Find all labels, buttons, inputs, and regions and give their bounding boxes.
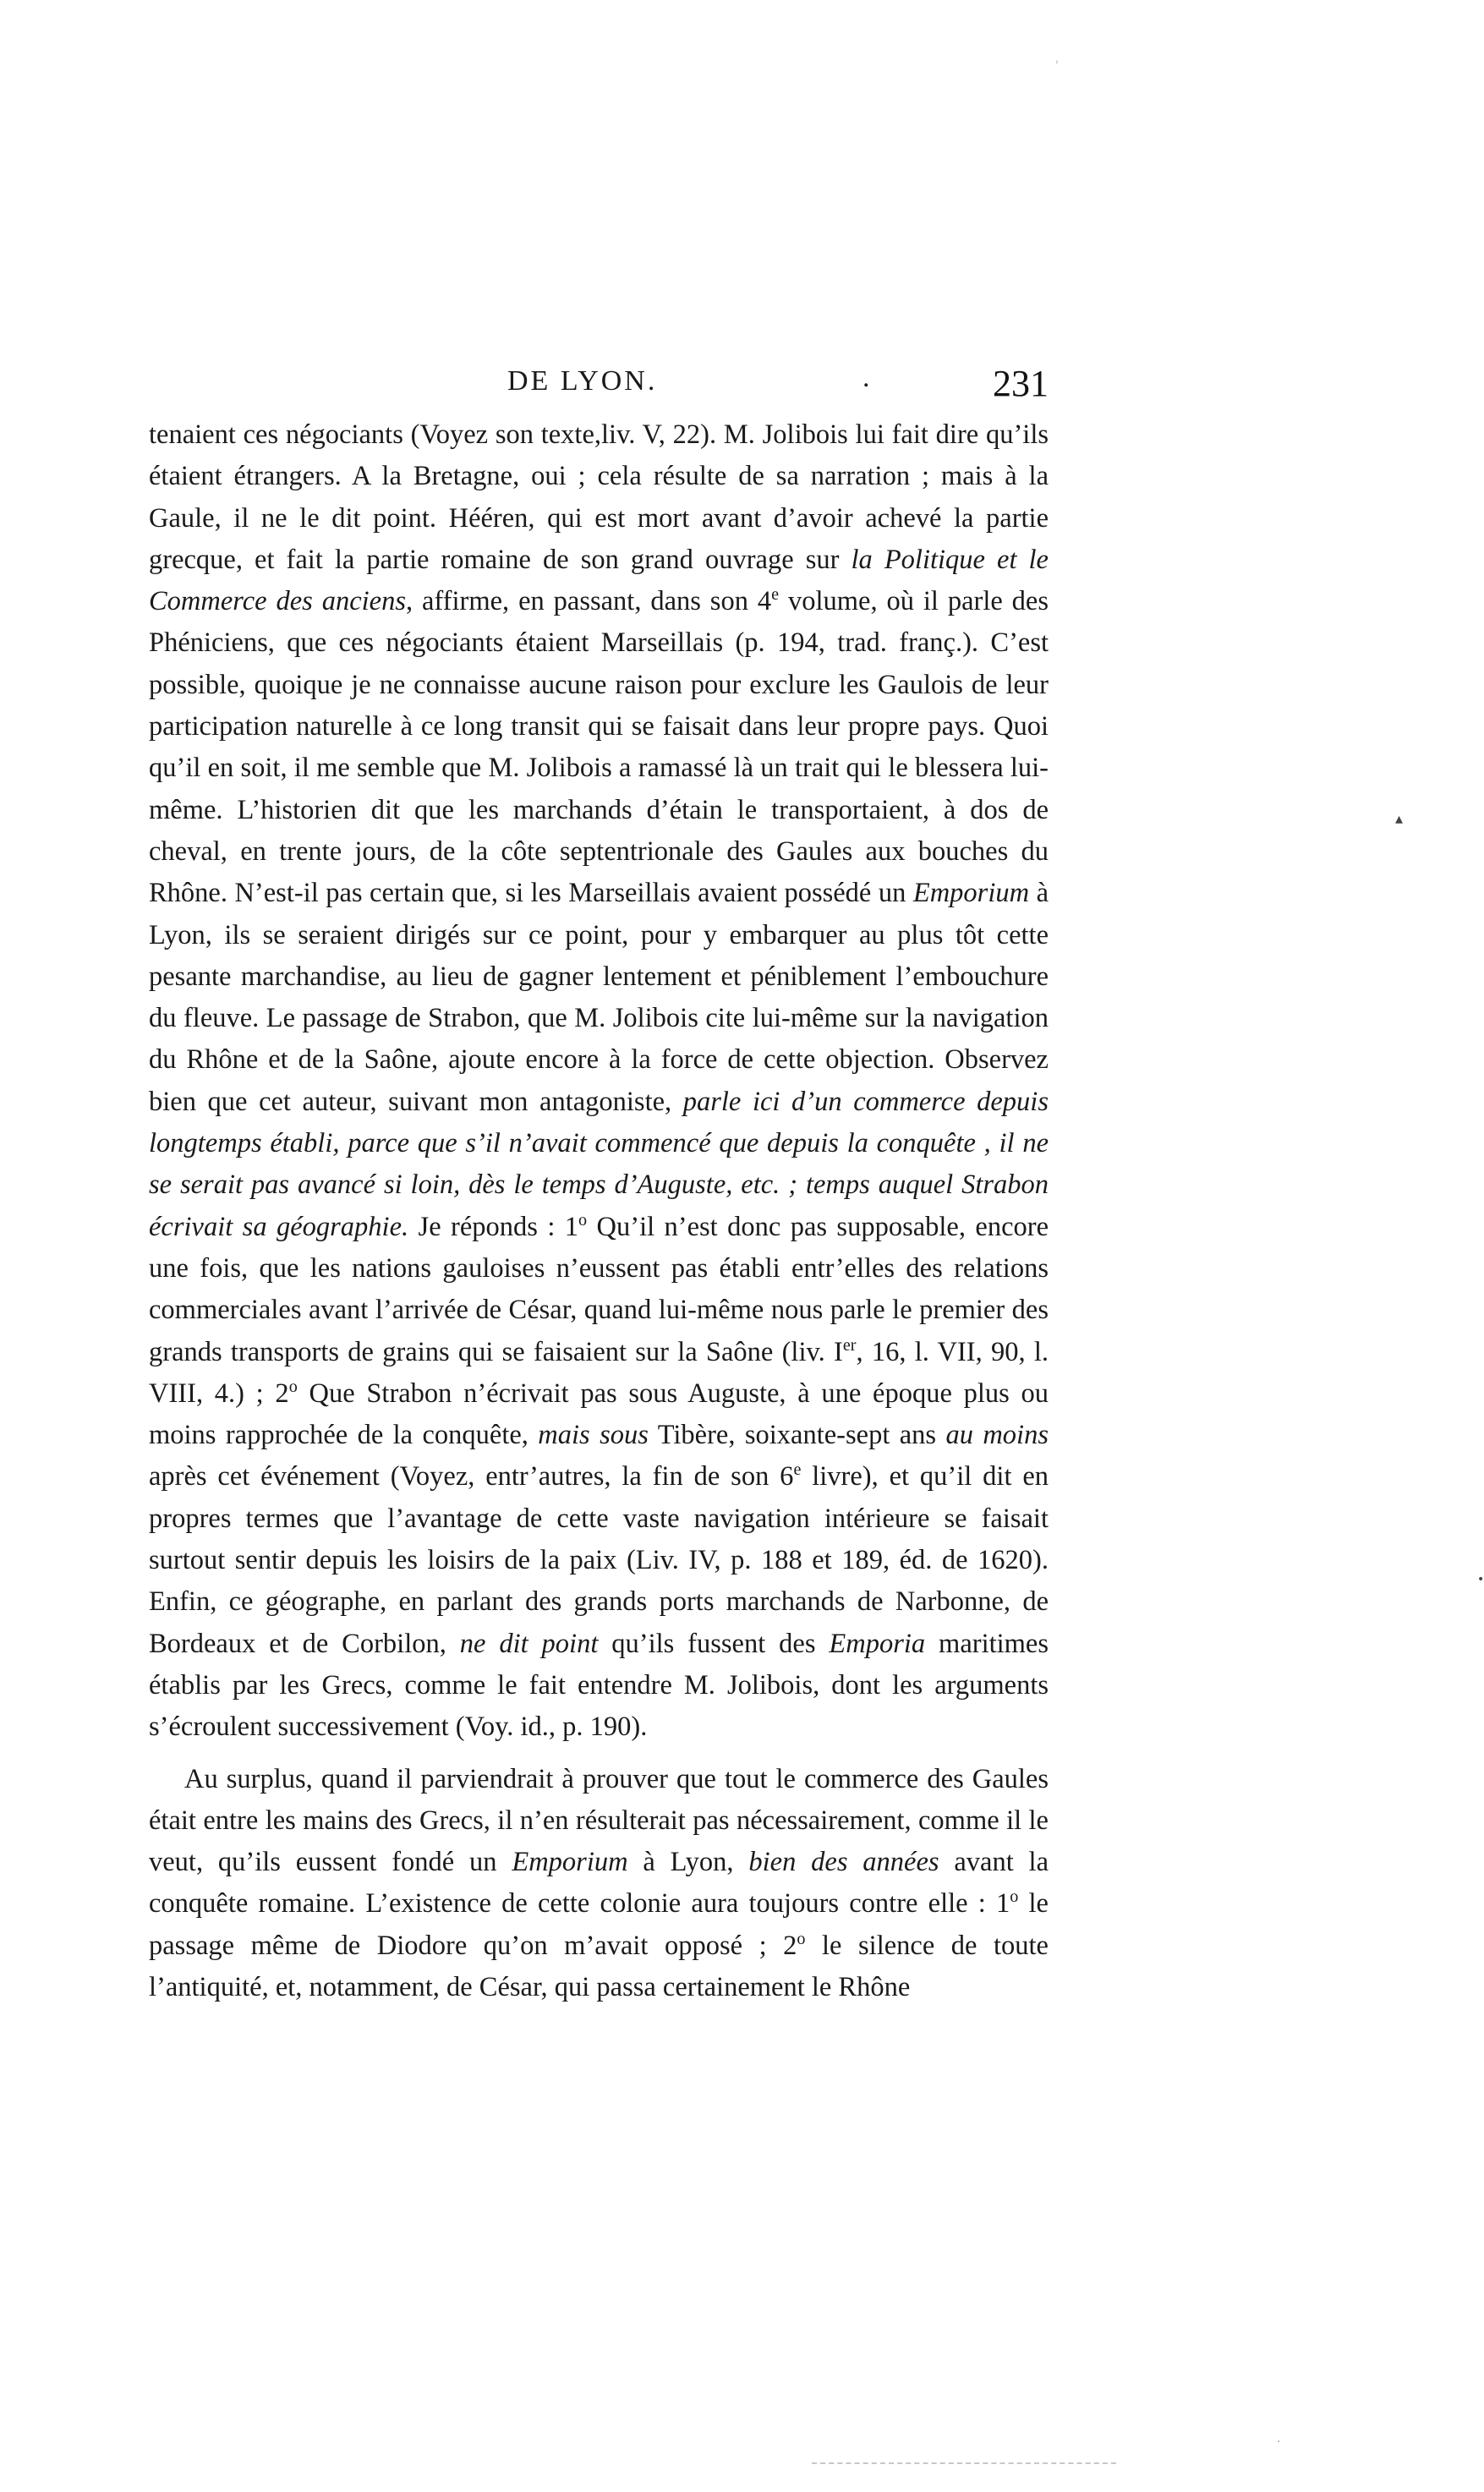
page-number: 231: [993, 363, 1049, 404]
header-separator: .: [862, 362, 870, 393]
paragraph-2: Au surplus, quand il parviendrait à prouver que tout le commerce des Gaules était entre les mains des Grecs, il n’en résulterait pas nécessairement, comme il le veut, qu’ils eussent fondé un Emporium à Lyon, bien des années avant la conquête romaine. L’existence de cette colonie aura toujours contre elle : 1$^o$ le passage même de Diodore qu’on m’avait opposé ; 2$^o$ le silence de toute l’antiquité, et, notamment, de César, qui passa certainement le Rhône: [149, 1763, 1049, 2002]
scan-artifact-rule: [812, 2462, 1116, 2464]
body-text: [149, 414, 1049, 2008]
margin-speck: ': [1055, 59, 1059, 73]
italic-title: la Politique et le Commerce des anciens: [149, 544, 1049, 617]
margin-speck: ·: [1277, 2435, 1281, 2449]
italic-quotation: parle ici d’un commerce depuis longtemps établi, parce que s’il n’avait commencé que depuis la conquête , il ne se serait pas avancé si loin, dès le temps d’Auguste, etc. ; temps auquel Strabon écrivait sa géographie.: [149, 1086, 1049, 1242]
margin-speck: ▴: [1395, 810, 1404, 828]
margin-speck: •: [1477, 1573, 1484, 1586]
running-header: [507, 362, 1049, 413]
paragraph-1: tenaient ces négociants (Voyez son texte,liv. V, 22). M. Jolibois lui fait dire qu’ils étaient étrangers. A la Bretagne, oui ; cela résulte de sa narration ; mais à la Gaule, il ne le dit point. Hééren, qui est mort avant d’avoir achevé la partie grecque, et fait la partie romaine de son grand ouvrage sur la Politique et le Commerce des anciens, affirme, en passant, dans son 4e volume, où il parle des Phéniciens, que ces négociants étaient Marseillais (p. 194, trad. franç.). C’est possible, quoique je ne connaisse aucune raison pour exclure les Gaulois de leur participation naturelle à ce long transit qui se faisait dans leur propre pays. Quoi qu’il en soit, il me semble que M. Jolibois a ramassé là un trait qui le blessera lui-même. L’historien dit que les marchands d’étain le transportaient, à dos de cheval, en trente jours, de la côte septentrionale des Gaules aux bouches du Rhône. N’est-il pas certain que, si les Marseillais avaient possédé un Emporium à Lyon, ils se seraient dirigés sur ce point, pour y embarquer au plus tôt cette pesante marchandise, au lieu de gagner lentement et péniblement l’embouchure du fleuve. Le passage de Strabon, que M. Jolibois cite lui-même sur la navigation du Rhône et de la Saône, ajoute encore à la force de cette objection. Observez bien que cet auteur, suivant mon antagoniste, parle ici d’un commerce depuis longtemps établi, parce que s’il n’avait commencé que depuis la conquête , il ne se serait pas avancé si loin, dès le temps d’Auguste, etc. ; temps auquel Strabon écrivait sa géographie. Je réponds : 1$^o$ Qu’il n’est donc pas supposable, encore une fois, que les nations gauloises n’eussent pas établi entr’elles des relations commerciales avant l’arrivée de César, quand lui-même nous parle le premier des grands transports de grains qui se faisaient sur la Saône (liv. Ier, 16, l. VII, 90, l. VIII, 4.) ; 2$^o$ Que Strabon n’écrivait pas sous Auguste, à une époque plus ou moins rapprochée de la conquête, mais sous Tibère, soixante-sept ans au moins après cet événement (Voyez, entr’autres, la fin de son 6e livre), et qu’il dit en propres termes que l’avantage de cette vaste navigation intérieure se faisait surtout sentir depuis les loisirs de la paix (Liv. IV, p. 188 et 189, éd. de 1620). Enfin, ce géographe, en parlant des grands ports marchands de Narbonne, de Bordeaux et de Corbilon, ne dit point qu’ils fussent des Emporia maritimes établis par les Grecs, comme le fait entendre M. Jolibois, dont les arguments s’écroulent successivement (Voy. id., p. 190).: [149, 419, 1049, 1743]
running-title: DE LYON.: [507, 365, 658, 397]
